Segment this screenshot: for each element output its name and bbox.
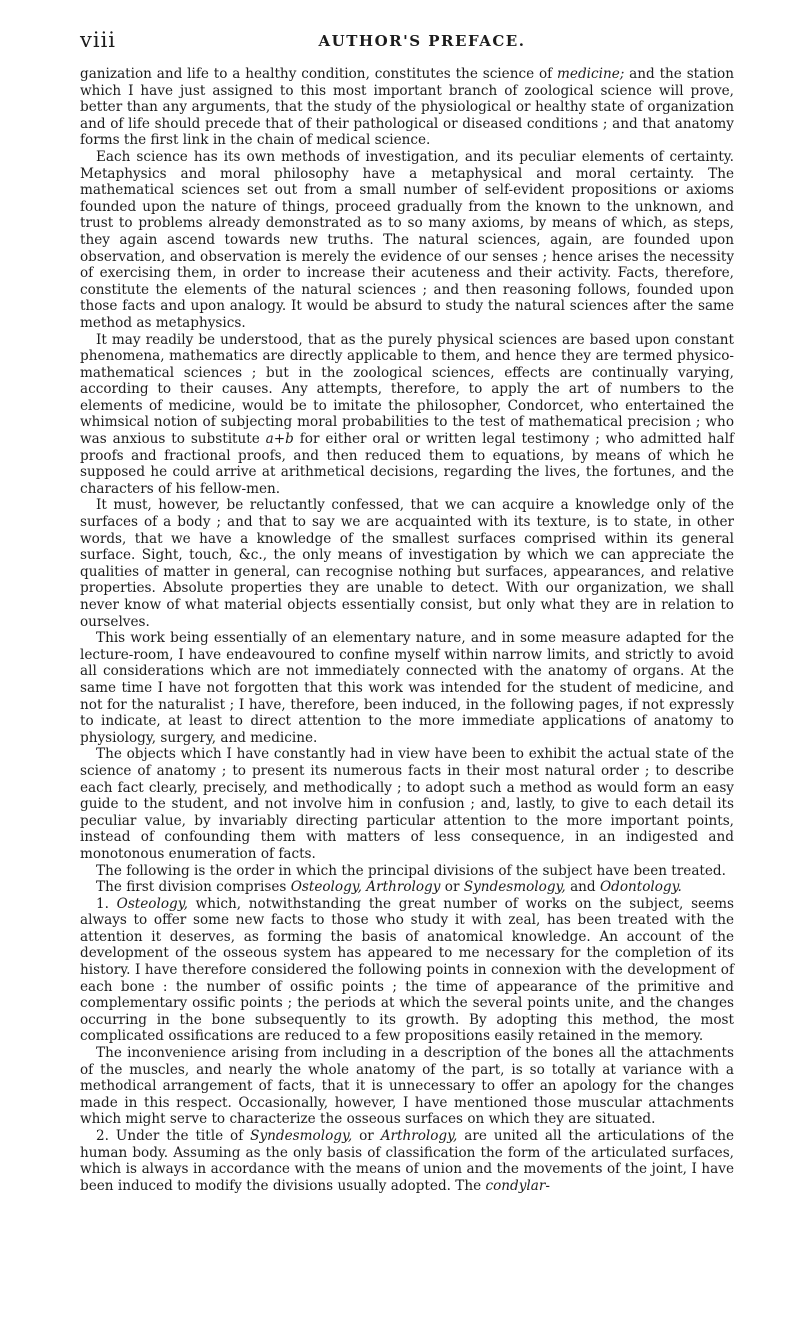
- italic-text: Arthrology,: [380, 1128, 458, 1144]
- paragraph: [80, 746, 734, 862]
- italic-text: medicine;: [557, 66, 625, 82]
- italic-text: Osteology,: [116, 895, 188, 912]
- text-run: 1.: [96, 895, 117, 912]
- paragraph: [80, 497, 734, 630]
- paragraph: [80, 863, 734, 880]
- text-run: ganization and life to a healthy condition, constitutes the science of: [80, 66, 558, 82]
- italic-text: a+b: [265, 431, 294, 448]
- paragraph: [80, 630, 734, 746]
- paragraph: [80, 879, 734, 896]
- body-text: [80, 66, 734, 1194]
- paragraph: [80, 896, 734, 1045]
- text-run: or: [352, 1128, 381, 1144]
- paragraph: [80, 1045, 734, 1128]
- text-run: The following is the order in which the principal divisions of the subject have been treated.: [96, 862, 726, 879]
- paragraph: [80, 1128, 734, 1194]
- text-run: It may readily be understood, that as the purely physical sciences are based upon constant phenomena, mathematics are directly applicable to them, and hence they are termed physico-mathematical sciences ; but in the zoological sciences, effects are continually varying, according to their causes. Any attempts, therefore, to apply the art of numbers to the elements of medicine, would be to imitate the philosopher, Condorcet, who entertained the whimsical notion of subjecting moral probabilities to the test of mathematical precision ; who was anxious to substitute: [80, 331, 734, 448]
- text-run: and: [565, 879, 600, 896]
- italic-text: Odontology.: [599, 879, 682, 896]
- paragraph: [80, 149, 734, 332]
- text-run: The first division comprises: [96, 879, 291, 896]
- text-run: for either oral or written legal testimony ; who admitted half proofs and fractional proofs, and then reduced them to equations, by means of which he supposed he could arrive at arithmetical decisions, regarding the lives, the fortunes, and the characters of his fellow-men.: [80, 431, 734, 497]
- text-run: This work being essentially of an elementary nature, and in some measure adapted for the lecture-room, I have endeavoured to confine myself within narrow limits, and strictly to avoid all considerations which are not immediately connected with the anatomy of organs. At the same time I have not forgotten that this work was intended for the student of medicine, and not for the naturalist ; I have, therefore, been induced, in the following pages, if not expressly to indicate, at least to direct attention to the more immediate applications of anatomy to physiology, surgery, and medicine.: [80, 630, 734, 746]
- text-run: Each science has its own methods of investigation, and its peculiar elements of certainty. Metaphysics and moral philosophy have a metaphysical and moral certainty. The mathematical sciences set out from a small number of self-evident propositions or axioms founded upon the nature of things, proceed gradually from the known to the unknown, and trust to problems already demonstrated as to so many axioms, by means of which, as steps, they again ascend towards new truths. The natural sciences, again, are founded upon observation, and observation is merely the evidence of our senses ; hence arises the necessity of exercising them, in order to increase their acuteness and their activity. Facts, therefore, constitute the elements of the natural sciences ; and then reasoning follows, founded upon those facts and upon analogy. It would be absurd to study the natural sciences after the same method as metaphysics.: [80, 148, 734, 331]
- text-run: or: [440, 879, 464, 896]
- page-number: viii: [80, 28, 117, 52]
- italic-text: Syndesmology,: [463, 879, 566, 896]
- text-run: The inconvenience arising from including in a description of the bones all the attachments of the muscles, and nearly the whole anatomy of the part, is so totally at variance with a methodical arrangement of facts, that it is unnecessary to offer an apology for the changes made in this respect. Occasionally, however, I have mentioned those muscular attachments which might serve to characterize the osseous surfaces on which they are situated.: [80, 1045, 734, 1128]
- italic-text: Osteology, Arthrology: [290, 879, 441, 896]
- running-head: AUTHOR'S PREFACE.: [318, 32, 526, 50]
- text-run: The objects which I have constantly had in view have been to exhibit the actual state of the science of anatomy ; to present its numerous facts in their most natural order ; to describe each fact clearly, precisely, and methodically ; to adopt such a method as would form an easy guide to the student, and not involve him in confusion ; and, lastly, to give to each detail its peculiar value, by invariably directing particular attention to the more important points, instead of confounding them with matters of less consequence, in an indigested and monotonous enumeration of facts.: [80, 746, 734, 862]
- paragraph: [80, 66, 734, 149]
- paragraph: [80, 332, 734, 498]
- text-run: which, notwithstanding the great number of works on the subject, seems always to offer some new facts to those who study it with zeal, has been treated with the attention it deserves, as forming the basis of anatomical knowledge. An account of the development of the osseous system has appeared to me necessary for the completion of its history. I have therefore considered the following points in connexion with the development of each bone : the number of ossific points ; the time of appearance of the primitive and complementary ossific points ; the periods at which the several points unite, and the changes occurring in the bone subsequently to its growth. By adopting this method, the most complicated ossifications are reduced to a few propositions easily retained in the memory.: [80, 895, 735, 1045]
- page-header: [80, 22, 734, 66]
- text-run: and the station which I have just assigned to this most important branch of zoological science will prove, better than any arguments, that the study of the physiological or healthy state of organization and of life should precede that of their pathological or diseased conditions ; and that anatomy forms the first link in the chain of medical science.: [80, 66, 734, 149]
- text-run: are united all the articulations of the human body. Assuming as the only basis of classification the form of the articulated surfaces, which is always in accordance with the means of union and the movements of the joint, I have been induced to modify the divisions usually adopted. The: [80, 1128, 734, 1194]
- text-run: It must, however, be reluctantly confessed, that we can acquire a knowledge only of the surfaces of a body ; and that to say we are acquainted with its texture, is to state, in other words, that we have a knowledge of the smallest surfaces comprised within its general surface. Sight, touch, &c., the only means of investigation by which we can appreciate the qualities of matter in general, can recognise nothing but surfaces, appearances, and relative properties. Absolute properties they are unable to detect. With our organization, we shall never know of what material objects essentially consist, but only what they are in relation to ourselves.: [80, 497, 734, 630]
- italic-text: Syndesmology,: [250, 1128, 353, 1144]
- text-run: 2. Under the title of: [96, 1128, 251, 1144]
- italic-text: condylar-: [485, 1177, 550, 1194]
